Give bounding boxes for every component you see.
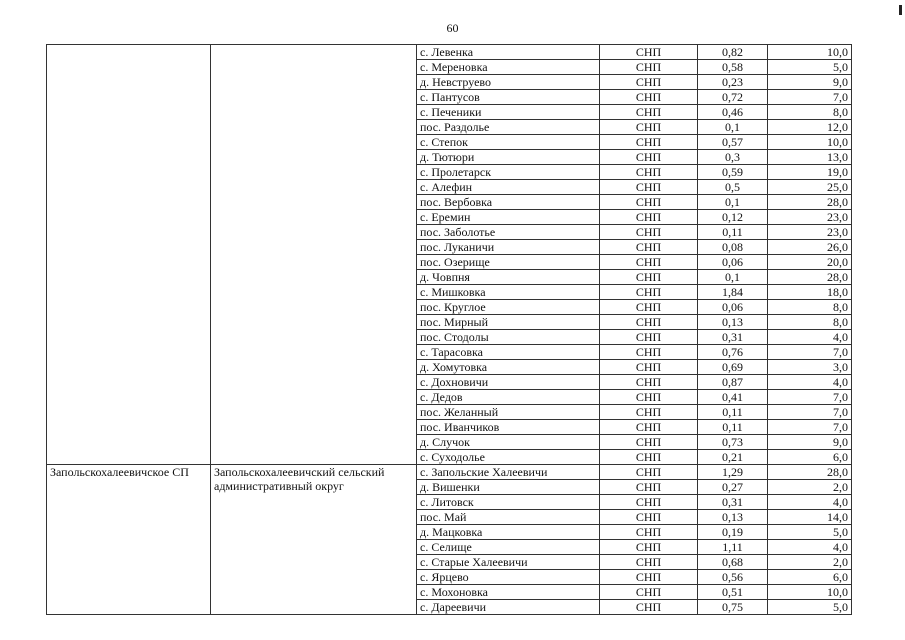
settlement-area-cell: 0,08 xyxy=(698,240,768,255)
settlement-name-cell: пос. Иванчиков xyxy=(417,420,600,435)
settlement-area-cell: 0,13 xyxy=(698,315,768,330)
settlement-area-cell: 0,06 xyxy=(698,255,768,270)
settlement-distance-cell: 10,0 xyxy=(768,135,852,150)
settlement-type-cell: СНП xyxy=(600,480,698,495)
settlement-area-cell: 0,27 xyxy=(698,480,768,495)
settlement-name-cell: с. Мереновка xyxy=(417,60,600,75)
settlement-type-cell: СНП xyxy=(600,510,698,525)
settlement-area-cell: 0,87 xyxy=(698,375,768,390)
settlement-distance-cell: 8,0 xyxy=(768,315,852,330)
settlement-type-cell: СНП xyxy=(600,375,698,390)
settlement-type-cell: СНП xyxy=(600,180,698,195)
settlement-distance-cell: 8,0 xyxy=(768,105,852,120)
settlements-table-body xyxy=(47,45,852,615)
settlement-name-cell: пос. Луканичи xyxy=(417,240,600,255)
settlement-type-cell: СНП xyxy=(600,300,698,315)
settlement-area-cell: 0,12 xyxy=(698,210,768,225)
settlement-type-cell: СНП xyxy=(600,315,698,330)
settlement-name-cell: пос. Вербовка xyxy=(417,195,600,210)
settlement-type-cell: СНП xyxy=(600,600,698,615)
settlements-table xyxy=(46,44,852,615)
settlement-name-cell: с. Дедов xyxy=(417,390,600,405)
settlement-distance-cell: 4,0 xyxy=(768,540,852,555)
settlement-area-cell: 0,75 xyxy=(698,600,768,615)
settlement-type-cell: СНП xyxy=(600,570,698,585)
settlement-type-cell: СНП xyxy=(600,585,698,600)
settlement-area-cell: 0,3 xyxy=(698,150,768,165)
settlement-type-cell: СНП xyxy=(600,270,698,285)
settlement-type-cell: СНП xyxy=(600,90,698,105)
settlement-name-cell: д. Мацковка xyxy=(417,525,600,540)
settlement-type-cell: СНП xyxy=(600,120,698,135)
settlement-name-cell: с. Пантусов xyxy=(417,90,600,105)
settlement-distance-cell: 28,0 xyxy=(768,270,852,285)
district-cell xyxy=(211,465,417,615)
settlement-area-cell: 0,1 xyxy=(698,195,768,210)
settlement-area-cell: 0,58 xyxy=(698,60,768,75)
settlement-type-cell: СНП xyxy=(600,345,698,360)
settlement-name-cell: с. Левенка xyxy=(417,45,600,60)
settlement-distance-cell: 18,0 xyxy=(768,285,852,300)
settlement-area-cell: 0,73 xyxy=(698,435,768,450)
table-row xyxy=(47,465,852,480)
settlement-name-cell: с. Ярцево xyxy=(417,570,600,585)
settlement-area-cell: 0,72 xyxy=(698,90,768,105)
settlement-distance-cell: 2,0 xyxy=(768,480,852,495)
settlement-name-cell: д. Случок xyxy=(417,435,600,450)
settlement-name-cell: пос. Желанный xyxy=(417,405,600,420)
settlement-name-cell: с. Еремин xyxy=(417,210,600,225)
settlement-name-cell: пос. Мирный xyxy=(417,315,600,330)
settlement-area-cell: 1,11 xyxy=(698,540,768,555)
settlement-area-cell: 0,46 xyxy=(698,105,768,120)
settlement-area-cell: 0,23 xyxy=(698,75,768,90)
settlement-distance-cell: 23,0 xyxy=(768,225,852,240)
settlement-distance-cell: 26,0 xyxy=(768,240,852,255)
settlement-type-cell: СНП xyxy=(600,225,698,240)
settlement-distance-cell: 8,0 xyxy=(768,300,852,315)
settlement-type-cell: СНП xyxy=(600,105,698,120)
settlement-distance-cell: 19,0 xyxy=(768,165,852,180)
settlement-area-cell: 0,59 xyxy=(698,165,768,180)
settlement-area-cell: 0,56 xyxy=(698,570,768,585)
settlement-type-cell: СНП xyxy=(600,495,698,510)
settlement-name-cell: с. Степок xyxy=(417,135,600,150)
settlement-type-cell: СНП xyxy=(600,405,698,420)
settlement-area-cell: 0,31 xyxy=(698,495,768,510)
settlement-type-cell: СНП xyxy=(600,45,698,60)
settlement-distance-cell: 5,0 xyxy=(768,60,852,75)
settlement-distance-cell: 7,0 xyxy=(768,420,852,435)
settlement-area-cell: 0,68 xyxy=(698,555,768,570)
settlement-name-cell: пос. Круглое xyxy=(417,300,600,315)
settlement-name-cell: пос. Раздолье xyxy=(417,120,600,135)
settlement-name-cell: пос. Озерище xyxy=(417,255,600,270)
settlement-distance-cell: 13,0 xyxy=(768,150,852,165)
scan-edge-mark xyxy=(899,5,902,15)
settlement-area-cell: 0,76 xyxy=(698,345,768,360)
settlement-distance-cell: 28,0 xyxy=(768,465,852,480)
settlement-distance-cell: 10,0 xyxy=(768,45,852,60)
municipality-name: Запольскохалеевичское СП xyxy=(50,465,189,479)
settlement-distance-cell: 28,0 xyxy=(768,195,852,210)
settlement-name-cell: д. Невструево xyxy=(417,75,600,90)
settlement-type-cell: СНП xyxy=(600,390,698,405)
settlement-name-cell: д. Вишенки xyxy=(417,480,600,495)
settlement-name-cell: с. Тарасовка xyxy=(417,345,600,360)
settlement-name-cell: д. Човпня xyxy=(417,270,600,285)
settlement-type-cell: СНП xyxy=(600,435,698,450)
settlement-distance-cell: 12,0 xyxy=(768,120,852,135)
settlement-type-cell: СНП xyxy=(600,285,698,300)
settlement-type-cell: СНП xyxy=(600,255,698,270)
settlement-type-cell: СНП xyxy=(600,60,698,75)
settlement-name-cell: пос. Май xyxy=(417,510,600,525)
settlement-type-cell: СНП xyxy=(600,525,698,540)
settlement-type-cell: СНП xyxy=(600,360,698,375)
settlement-distance-cell: 5,0 xyxy=(768,525,852,540)
page-number: 60 xyxy=(446,21,459,35)
settlement-distance-cell: 9,0 xyxy=(768,75,852,90)
table-row xyxy=(47,45,852,60)
settlement-type-cell: СНП xyxy=(600,150,698,165)
settlement-area-cell: 0,06 xyxy=(698,300,768,315)
settlement-name-cell: пос. Заболотье xyxy=(417,225,600,240)
settlement-type-cell: СНП xyxy=(600,75,698,90)
settlement-name-cell: пос. Стодолы xyxy=(417,330,600,345)
settlement-area-cell: 1,29 xyxy=(698,465,768,480)
settlement-area-cell: 0,11 xyxy=(698,405,768,420)
settlement-name-cell: д. Хомутовка xyxy=(417,360,600,375)
settlement-distance-cell: 3,0 xyxy=(768,360,852,375)
settlement-type-cell: СНП xyxy=(600,540,698,555)
settlement-area-cell: 0,82 xyxy=(698,45,768,60)
settlement-name-cell: с. Селище xyxy=(417,540,600,555)
settlement-area-cell: 0,19 xyxy=(698,525,768,540)
settlement-name-cell: с. Дареевичи xyxy=(417,600,600,615)
settlement-distance-cell: 23,0 xyxy=(768,210,852,225)
settlement-name-cell: с. Мишковка xyxy=(417,285,600,300)
settlement-name-cell: с. Печеники xyxy=(417,105,600,120)
district-name: Запольскохалеевичский сельский административный округ xyxy=(214,465,385,493)
settlement-area-cell: 0,31 xyxy=(698,330,768,345)
settlement-distance-cell: 4,0 xyxy=(768,495,852,510)
settlement-type-cell: СНП xyxy=(600,555,698,570)
settlement-distance-cell: 9,0 xyxy=(768,435,852,450)
settlement-distance-cell: 7,0 xyxy=(768,345,852,360)
settlement-type-cell: СНП xyxy=(600,165,698,180)
settlement-name-cell: с. Пролетарск xyxy=(417,165,600,180)
settlement-area-cell: 1,84 xyxy=(698,285,768,300)
settlement-name-cell: с. Литовск xyxy=(417,495,600,510)
municipality-cell xyxy=(47,465,211,615)
settlement-type-cell: СНП xyxy=(600,465,698,480)
settlement-type-cell: СНП xyxy=(600,240,698,255)
settlement-distance-cell: 6,0 xyxy=(768,570,852,585)
settlement-area-cell: 0,69 xyxy=(698,360,768,375)
settlement-area-cell: 0,57 xyxy=(698,135,768,150)
settlement-type-cell: СНП xyxy=(600,420,698,435)
settlement-distance-cell: 7,0 xyxy=(768,405,852,420)
settlement-area-cell: 0,41 xyxy=(698,390,768,405)
settlement-name-cell: с. Старые Халеевичи xyxy=(417,555,600,570)
settlement-area-cell: 0,5 xyxy=(698,180,768,195)
settlement-distance-cell: 2,0 xyxy=(768,555,852,570)
settlement-name-cell: д. Тютюри xyxy=(417,150,600,165)
settlement-area-cell: 0,11 xyxy=(698,225,768,240)
settlement-name-cell: с. Алефин xyxy=(417,180,600,195)
settlement-area-cell: 0,51 xyxy=(698,585,768,600)
settlement-distance-cell: 25,0 xyxy=(768,180,852,195)
settlement-area-cell: 0,21 xyxy=(698,450,768,465)
settlement-name-cell: с. Дохновичи xyxy=(417,375,600,390)
settlement-distance-cell: 4,0 xyxy=(768,375,852,390)
settlement-type-cell: СНП xyxy=(600,210,698,225)
district-cell xyxy=(211,45,417,465)
settlement-area-cell: 0,11 xyxy=(698,420,768,435)
settlement-distance-cell: 4,0 xyxy=(768,330,852,345)
settlement-area-cell: 0,1 xyxy=(698,120,768,135)
settlement-name-cell: с. Запольские Халеевичи xyxy=(417,465,600,480)
settlement-name-cell: с. Суходолье xyxy=(417,450,600,465)
settlement-name-cell: с. Мохоновка xyxy=(417,585,600,600)
settlement-distance-cell: 20,0 xyxy=(768,255,852,270)
settlement-type-cell: СНП xyxy=(600,330,698,345)
settlement-distance-cell: 7,0 xyxy=(768,90,852,105)
settlement-type-cell: СНП xyxy=(600,195,698,210)
settlement-distance-cell: 6,0 xyxy=(768,450,852,465)
settlement-type-cell: СНП xyxy=(600,450,698,465)
municipality-cell xyxy=(47,45,211,465)
settlement-distance-cell: 7,0 xyxy=(768,390,852,405)
settlement-distance-cell: 5,0 xyxy=(768,600,852,615)
settlement-type-cell: СНП xyxy=(600,135,698,150)
settlement-area-cell: 0,13 xyxy=(698,510,768,525)
settlement-distance-cell: 10,0 xyxy=(768,585,852,600)
settlement-area-cell: 0,1 xyxy=(698,270,768,285)
settlement-distance-cell: 14,0 xyxy=(768,510,852,525)
